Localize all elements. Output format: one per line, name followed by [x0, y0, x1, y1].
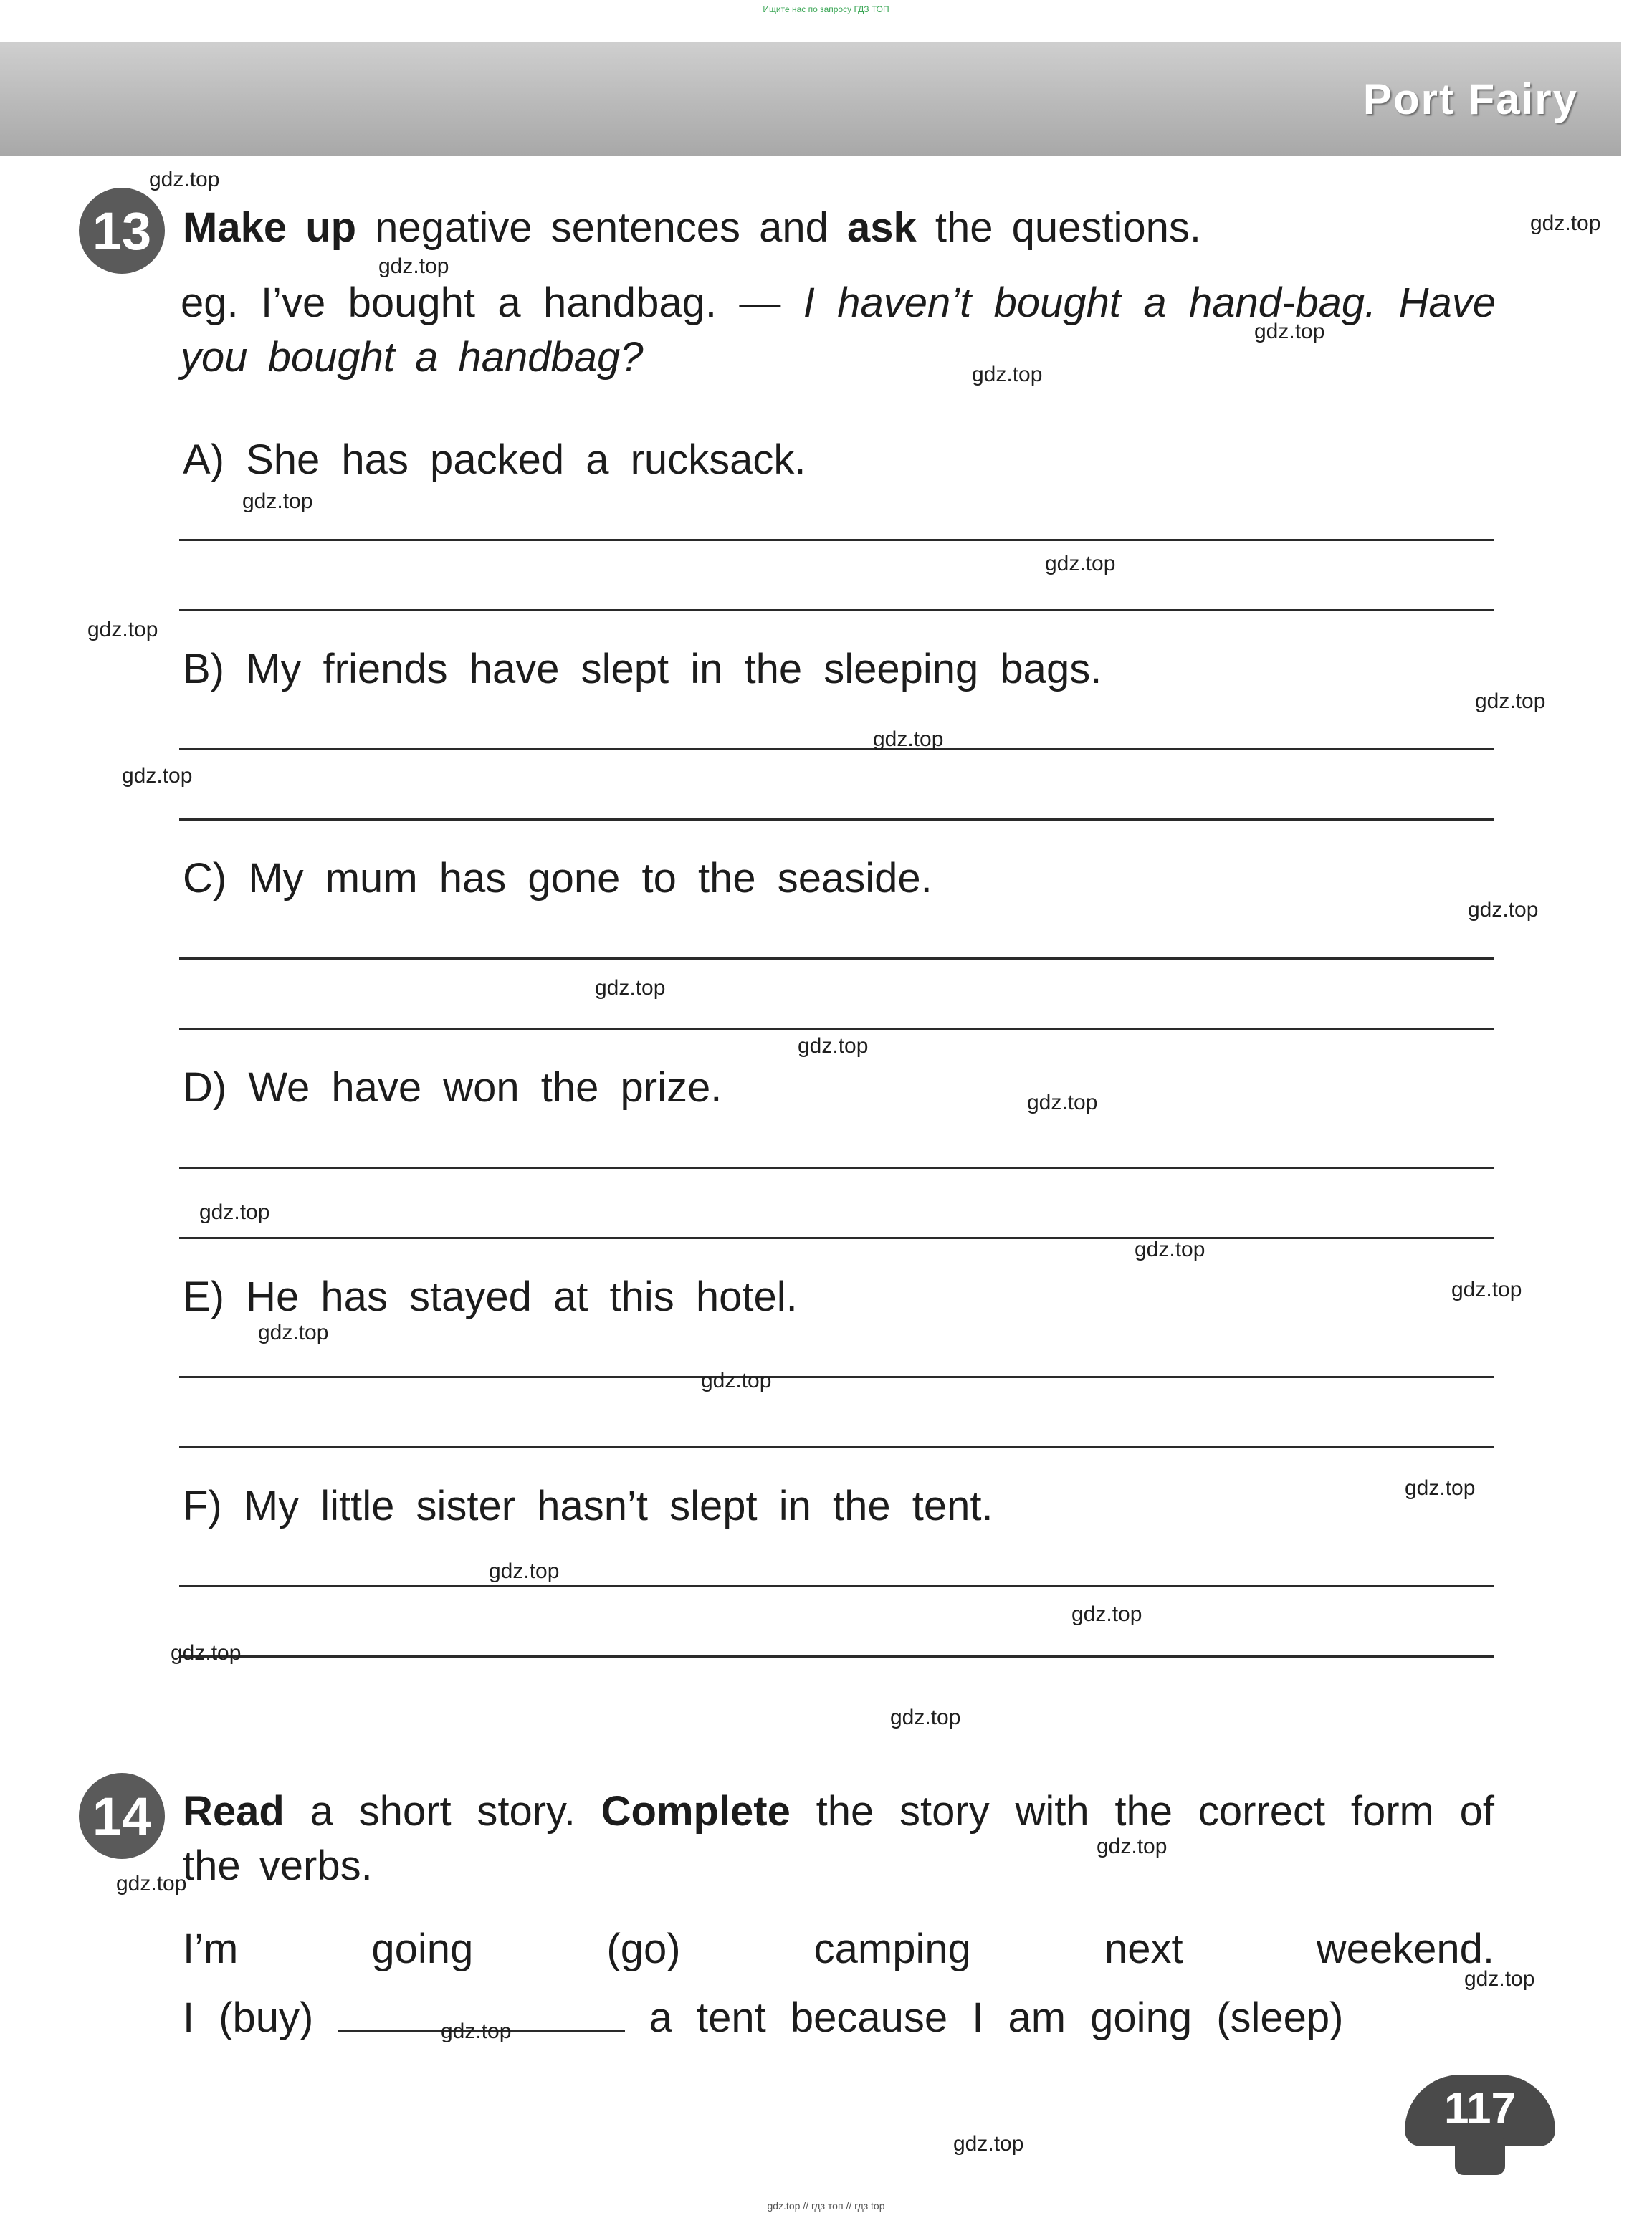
watermark: gdz.top: [149, 168, 220, 191]
watermark: gdz.top: [199, 1200, 270, 1224]
instr-13-text-1: negative sentences and: [356, 204, 847, 251]
answer-line-b2[interactable]: [179, 818, 1494, 821]
watermark: gdz.top: [890, 1706, 961, 1729]
watermark: gdz.top: [953, 2132, 1024, 2156]
sentence-d: D) We have won the prize.: [183, 1064, 722, 1111]
answer-line-e2[interactable]: [179, 1446, 1494, 1448]
watermark: gdz.top: [595, 976, 666, 1000]
story-line-2-start: I (buy): [183, 1994, 314, 2041]
bottom-note: gdz.top // гдз топ // гдз top: [767, 2200, 885, 2212]
watermark: gdz.top: [1475, 689, 1546, 713]
instr-13-verb-2: ask: [846, 204, 917, 251]
page-number: 117: [1443, 2084, 1517, 2133]
watermark: gdz.top: [441, 2019, 512, 2043]
example-italic: I haven’t bought a hand-bag. Have you bought a handbag?: [181, 279, 1496, 381]
watermark: gdz.top: [798, 1034, 869, 1058]
sentence-c: C) My mum has gone to the seaside.: [183, 855, 932, 902]
watermark: gdz.top: [1027, 1091, 1098, 1114]
task-13-badge: 13: [79, 188, 165, 274]
watermark: gdz.top: [1254, 320, 1325, 343]
watermark: gdz.top: [242, 489, 313, 513]
top-note: Ищите нас по запросу ГДЗ ТОП: [763, 4, 889, 14]
story-line-2: [183, 1994, 1494, 2042]
instr-13-text-2: the questions.: [916, 204, 1202, 251]
sentence-a: A) She has packed a rucksack.: [183, 436, 806, 483]
mushroom-stem-icon: [1455, 2136, 1505, 2175]
instr-14-verb-2: Complete: [601, 1788, 791, 1835]
watermark: gdz.top: [701, 1369, 772, 1392]
answer-line-c1[interactable]: [179, 957, 1494, 960]
watermark: gdz.top: [1451, 1278, 1522, 1301]
answer-line-e1[interactable]: [179, 1376, 1494, 1378]
page-header: [0, 42, 1621, 156]
sentence-f: F) My little sister hasn’t slept in the tent.: [183, 1483, 993, 1529]
answer-line-f1[interactable]: [179, 1585, 1494, 1587]
example-plain: eg. I’ve bought a handbag. —: [181, 279, 803, 326]
answer-line-c2[interactable]: [179, 1028, 1494, 1030]
story-line-2-end: a tent because I am going (sleep): [649, 1994, 1344, 2041]
task-14-instruction: [183, 1784, 1494, 1893]
watermark: gdz.top: [1405, 1476, 1476, 1500]
watermark: gdz.top: [378, 254, 449, 278]
watermark: gdz.top: [1464, 1967, 1535, 1991]
story-line-1: I’m going (go) camping next weekend.: [183, 1926, 1494, 1972]
watermark: gdz.top: [972, 363, 1043, 386]
watermark: gdz.top: [116, 1872, 187, 1896]
watermark: gdz.top: [1135, 1238, 1205, 1261]
sentence-e: E) He has stayed at this hotel.: [183, 1273, 798, 1320]
instr-14-text-2: the story with the correct form of the verbs.: [183, 1788, 1495, 1889]
task-13-instruction: [183, 201, 1494, 255]
watermark: gdz.top: [489, 1559, 560, 1583]
answer-line-a2[interactable]: [179, 609, 1494, 611]
answer-line-d1[interactable]: [179, 1167, 1494, 1169]
sentence-b: B) My friends have slept in the sleeping bags.: [183, 646, 1102, 692]
watermark: gdz.top: [1071, 1602, 1142, 1626]
instr-14-verb-1: Read: [183, 1788, 285, 1835]
watermark: gdz.top: [1045, 552, 1116, 575]
answer-line-b1[interactable]: [179, 748, 1494, 750]
header-title: Port Fairy: [1362, 75, 1578, 123]
instr-14-text-1: a short story.: [284, 1788, 601, 1835]
watermark: gdz.top: [1468, 898, 1539, 922]
answer-line-f2[interactable]: [179, 1655, 1494, 1658]
watermark: gdz.top: [171, 1641, 242, 1665]
task-14-badge: 14: [79, 1773, 165, 1859]
watermark: gdz.top: [873, 727, 944, 751]
watermark: gdz.top: [122, 764, 193, 788]
watermark: gdz.top: [1530, 211, 1601, 235]
watermark: gdz.top: [1097, 1835, 1168, 1858]
watermark: gdz.top: [258, 1321, 329, 1344]
answer-line-d2[interactable]: [179, 1237, 1494, 1239]
instr-13-verb-1: Make up: [183, 204, 357, 251]
answer-line-a1[interactable]: [179, 539, 1494, 541]
watermark: gdz.top: [87, 618, 158, 641]
page-number-badge: [1405, 2075, 1555, 2175]
